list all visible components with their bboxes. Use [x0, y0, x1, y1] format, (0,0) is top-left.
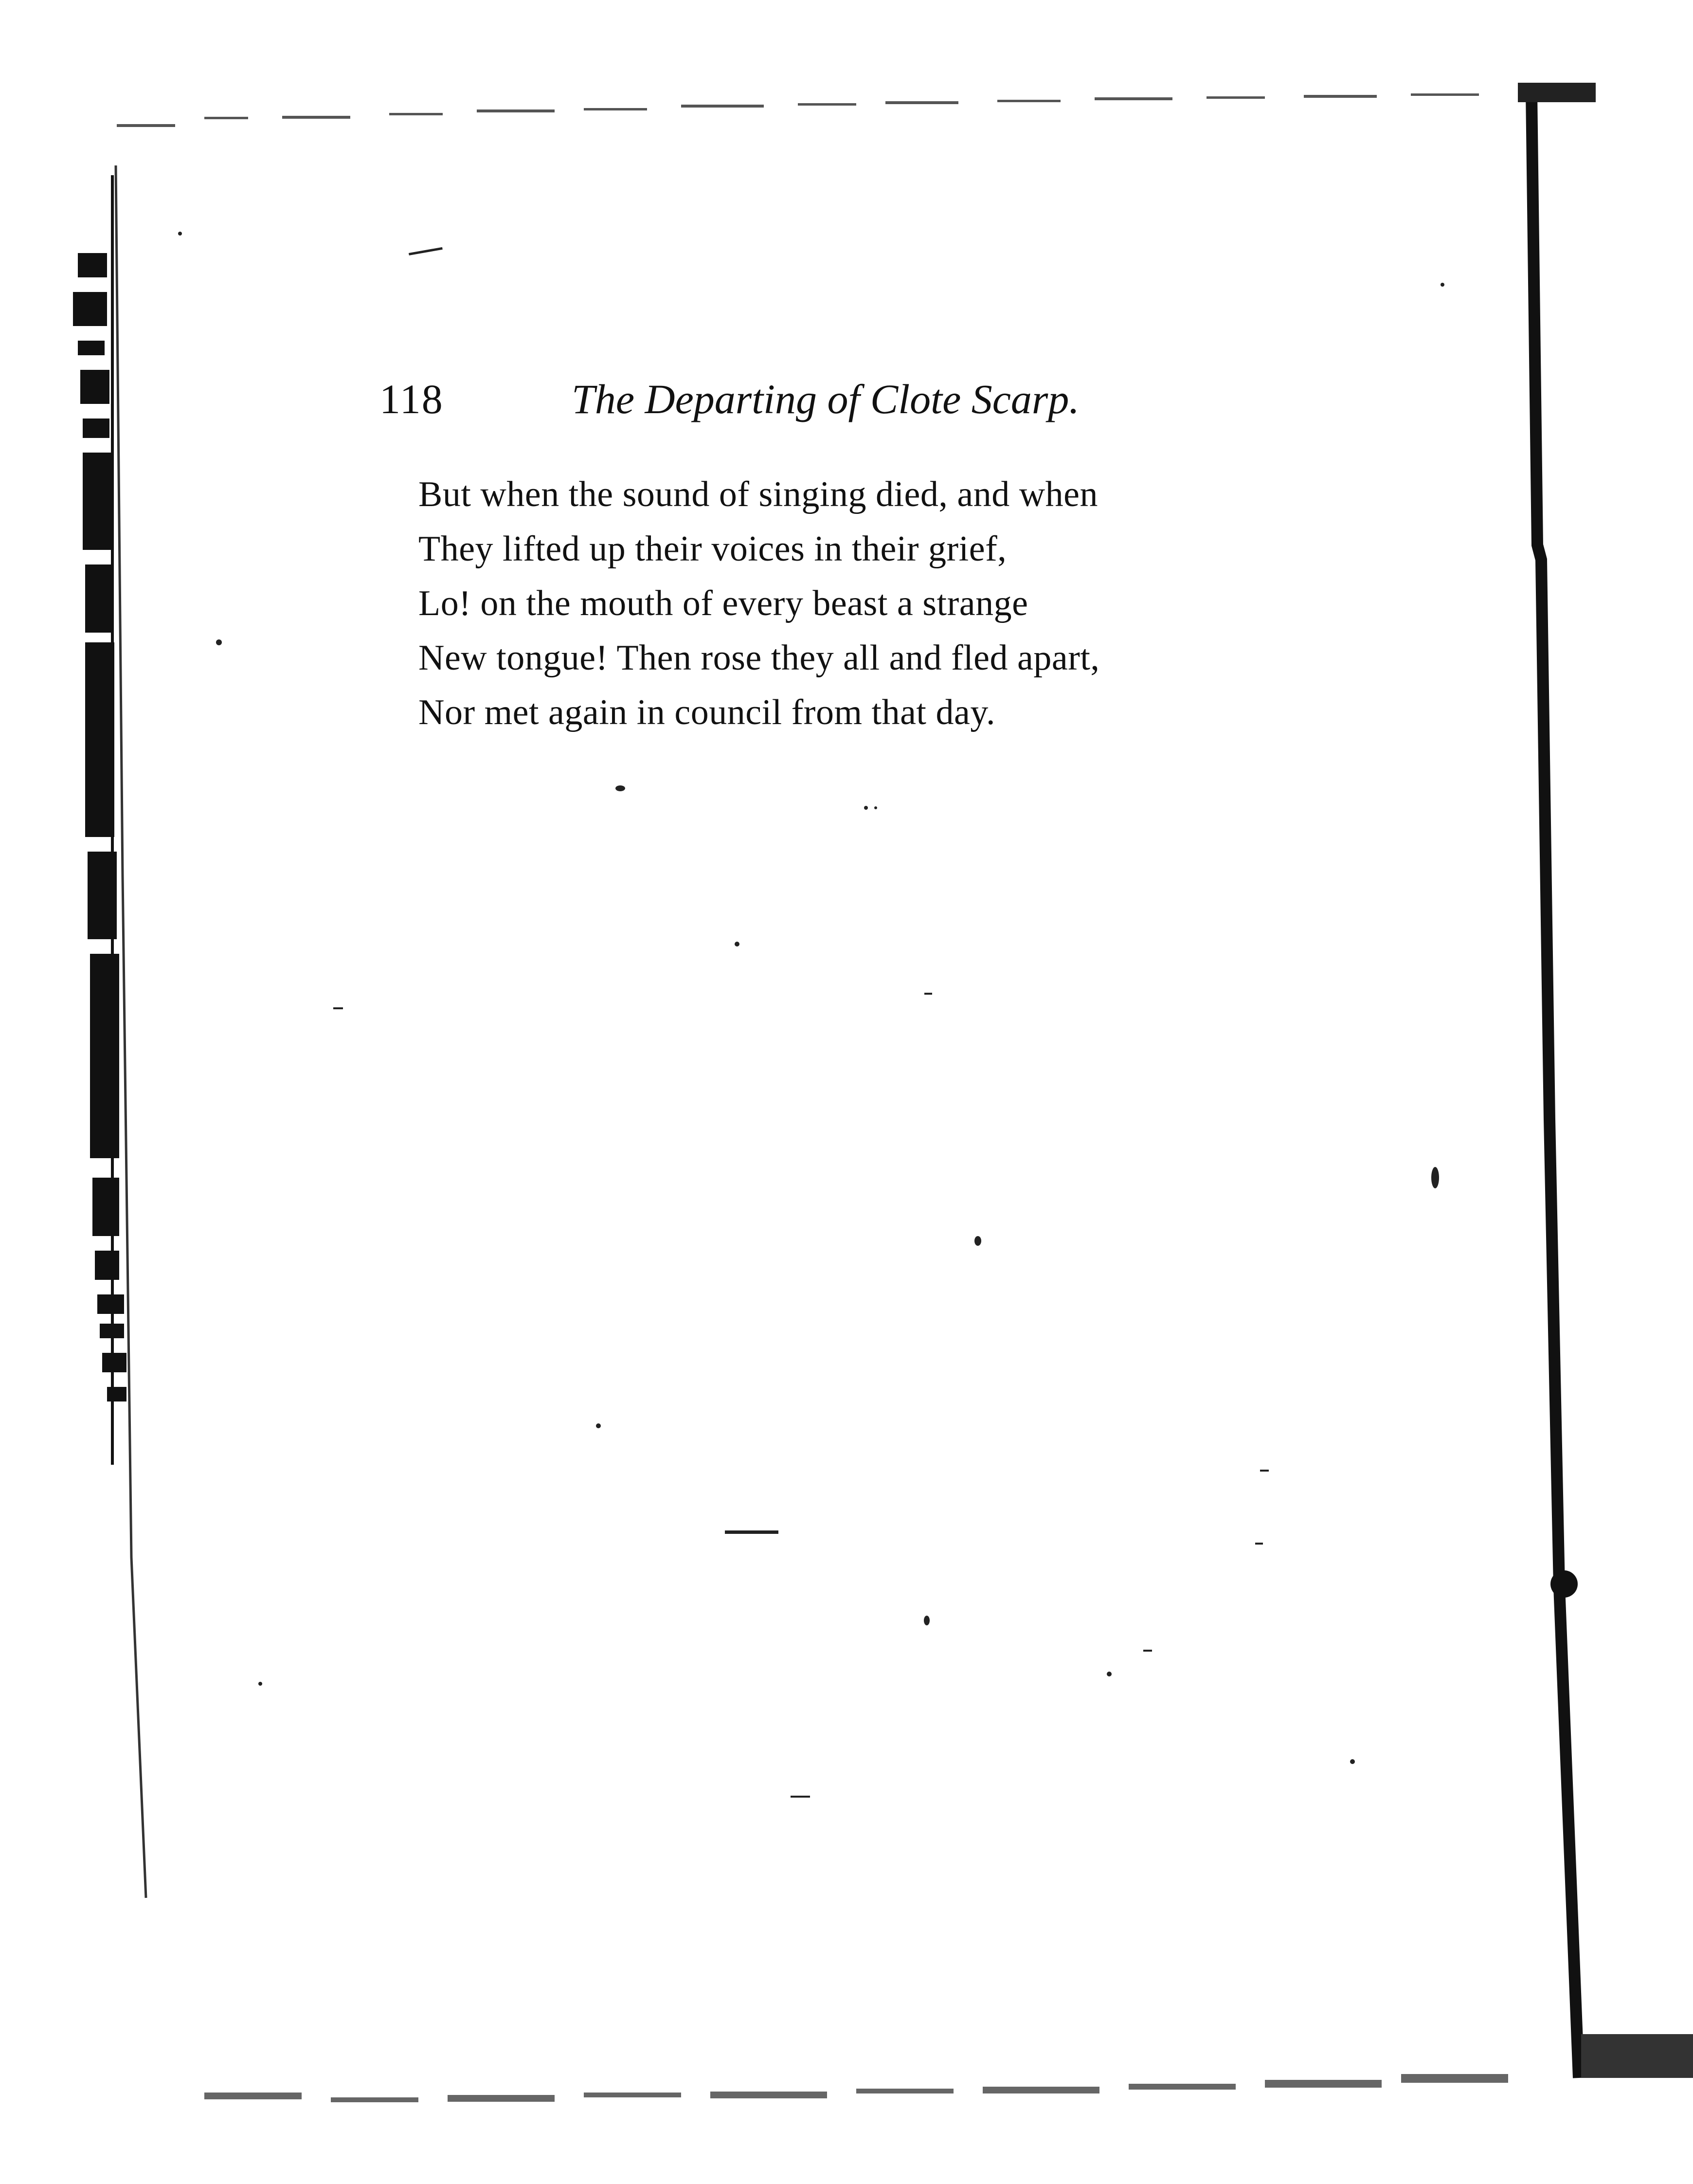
verse-line: Nor met again in council from that day.: [418, 692, 996, 732]
verse-block: [418, 467, 1343, 740]
verse-line: Lo! on the mouth of every beast a strange: [418, 583, 1028, 623]
top-edge-speckle: [117, 93, 1479, 127]
running-header: [379, 375, 1207, 433]
verse-line: But when the sound of singing died, and when: [418, 474, 1098, 514]
verse-line: New tongue! Then rose they all and fled apart,: [418, 638, 1100, 678]
left-page-edge: [116, 165, 146, 1898]
page-number: 118: [379, 376, 444, 422]
running-title: The Departing of Clote Scarp.: [572, 376, 1080, 422]
right-page-edge: [1531, 92, 1579, 2078]
verse-line: They lifted up their voices in their grief,: [418, 529, 1007, 569]
bottom-edge-speckle: [204, 2034, 1693, 2102]
dust-specks: [178, 232, 1444, 1798]
